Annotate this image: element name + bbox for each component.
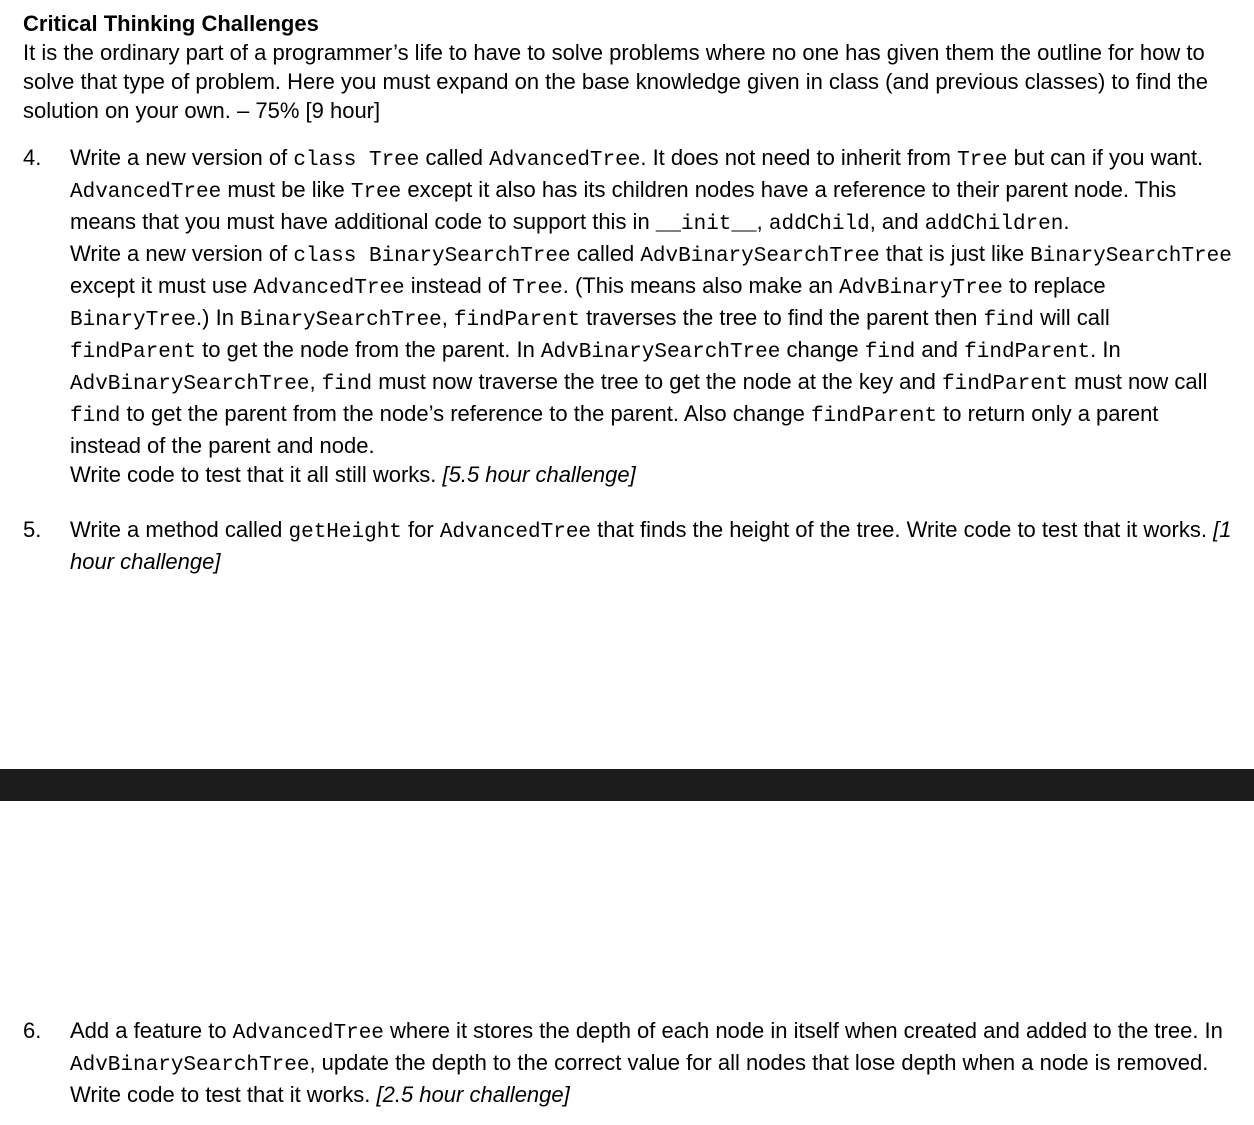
text: will call <box>1033 305 1110 330</box>
code: BinarySearchTree <box>1030 245 1232 268</box>
code: Tree <box>512 277 563 300</box>
text: called <box>570 241 641 266</box>
text: must now call <box>1068 369 1208 394</box>
text: that finds the height of the tree. Write code to test that it works. <box>591 517 1214 542</box>
text: Write code to test that it all still works. <box>70 462 443 487</box>
code: findParent <box>70 341 197 364</box>
text: change <box>780 337 865 362</box>
challenge-item-6 <box>23 1016 1233 1109</box>
text: called <box>419 145 490 170</box>
code: AdvancedTree <box>489 149 641 172</box>
text: must now traverse the tree to get the node at the key and <box>372 369 943 394</box>
code: findParent <box>453 309 580 332</box>
code: find <box>321 373 373 396</box>
code: class BinarySearchTree <box>293 245 571 268</box>
item-4-paragraph-3 <box>70 460 1233 489</box>
text: , update the depth to the correct value for all nodes that lose depth when a node is removed. Write code to test that it works. <box>70 1050 1209 1107</box>
text: , <box>756 209 769 234</box>
text: instead of <box>404 273 513 298</box>
challenge-duration: [5.5 hour challenge] <box>442 462 636 487</box>
code: BinarySearchTree <box>240 309 442 332</box>
text: . (This means also make an <box>562 273 840 298</box>
text: to replace <box>1002 273 1106 298</box>
code: AdvBinarySearchTree <box>640 245 880 268</box>
challenge-item-4 <box>23 143 1233 489</box>
text: must be like <box>221 177 351 202</box>
code: AdvancedTree <box>70 181 222 204</box>
section-title: Critical Thinking Challenges <box>23 11 319 36</box>
code: AdvancedTree <box>232 1022 384 1045</box>
text: . It does not need to inherit from <box>640 145 958 170</box>
text: , <box>309 369 322 394</box>
text: except it also has its children nodes have a reference to their parent node. This means that you must have additional code to support this in <box>70 177 1177 234</box>
challenge-item-5 <box>23 515 1233 576</box>
page-break-divider <box>0 769 1254 801</box>
text: to return only a parent instead of the parent and node. <box>70 401 1159 458</box>
text: Write a new version of <box>70 241 294 266</box>
item-4-paragraph-2 <box>70 239 1233 460</box>
item-5-paragraph <box>70 515 1233 576</box>
code: find <box>864 341 916 364</box>
item-number: 6. <box>23 1018 42 1043</box>
page-top <box>23 9 1233 576</box>
item-4-paragraph-1 <box>70 143 1233 239</box>
text: , <box>441 305 454 330</box>
text: . <box>1063 209 1070 234</box>
code: AdvBinarySearchTree <box>70 1054 310 1077</box>
code: findParent <box>964 341 1091 364</box>
text: Add a feature to <box>70 1018 233 1043</box>
challenge-duration: [2.5 hour challenge] <box>376 1082 570 1107</box>
text: . In <box>1090 337 1121 362</box>
code: findParent <box>942 373 1069 396</box>
code: AdvancedTree <box>253 277 405 300</box>
code: Tree <box>957 149 1008 172</box>
text: and <box>915 337 965 362</box>
code: find <box>983 309 1034 332</box>
item-number: 4. <box>23 145 42 170</box>
code: AdvBinarySearchTree <box>540 341 781 364</box>
code: AdvBinaryTree <box>839 277 1003 300</box>
code: findParent <box>811 405 938 428</box>
code: AdvBinarySearchTree <box>70 373 310 396</box>
code: addChild <box>768 213 870 236</box>
text: but can if you want. <box>1007 145 1204 170</box>
text: except it must use <box>70 273 254 298</box>
text: , and <box>869 209 925 234</box>
code: AdvancedTree <box>439 521 592 544</box>
code: getHeight <box>288 521 402 544</box>
code: BinaryTree <box>70 309 197 332</box>
text: .) In <box>196 305 241 330</box>
text: to get the parent from the node’s reference to the parent. Also change <box>120 401 812 426</box>
text: to get the node from the parent. In <box>196 337 541 362</box>
text: Write a method called <box>70 517 289 542</box>
text: traverses the tree to find the parent then <box>579 305 984 330</box>
section-intro: It is the ordinary part of a programmer’s life to have to solve problems where no one has given them the outline for how to solve that type of problem. Here you must expand on the base knowledge given in class (and previous classes) to find the solution on your own. – 75% [9 hour] <box>23 40 1209 123</box>
item-number: 5. <box>23 517 42 542</box>
challenge-duration: [1 hour challenge] <box>70 517 1232 574</box>
page-bottom <box>23 1016 1233 1109</box>
code: addChildren <box>924 213 1064 236</box>
item-6-paragraph <box>70 1016 1233 1109</box>
text: that is just like <box>879 241 1031 266</box>
text: Write a new version of <box>70 145 294 170</box>
text: where it stores the depth of each node in itself when created and added to the tree. In <box>383 1018 1223 1043</box>
code: find <box>70 405 121 428</box>
code: class Tree <box>293 149 420 172</box>
code: __init__ <box>655 213 757 236</box>
code: Tree <box>350 181 402 204</box>
text: for <box>401 517 440 542</box>
